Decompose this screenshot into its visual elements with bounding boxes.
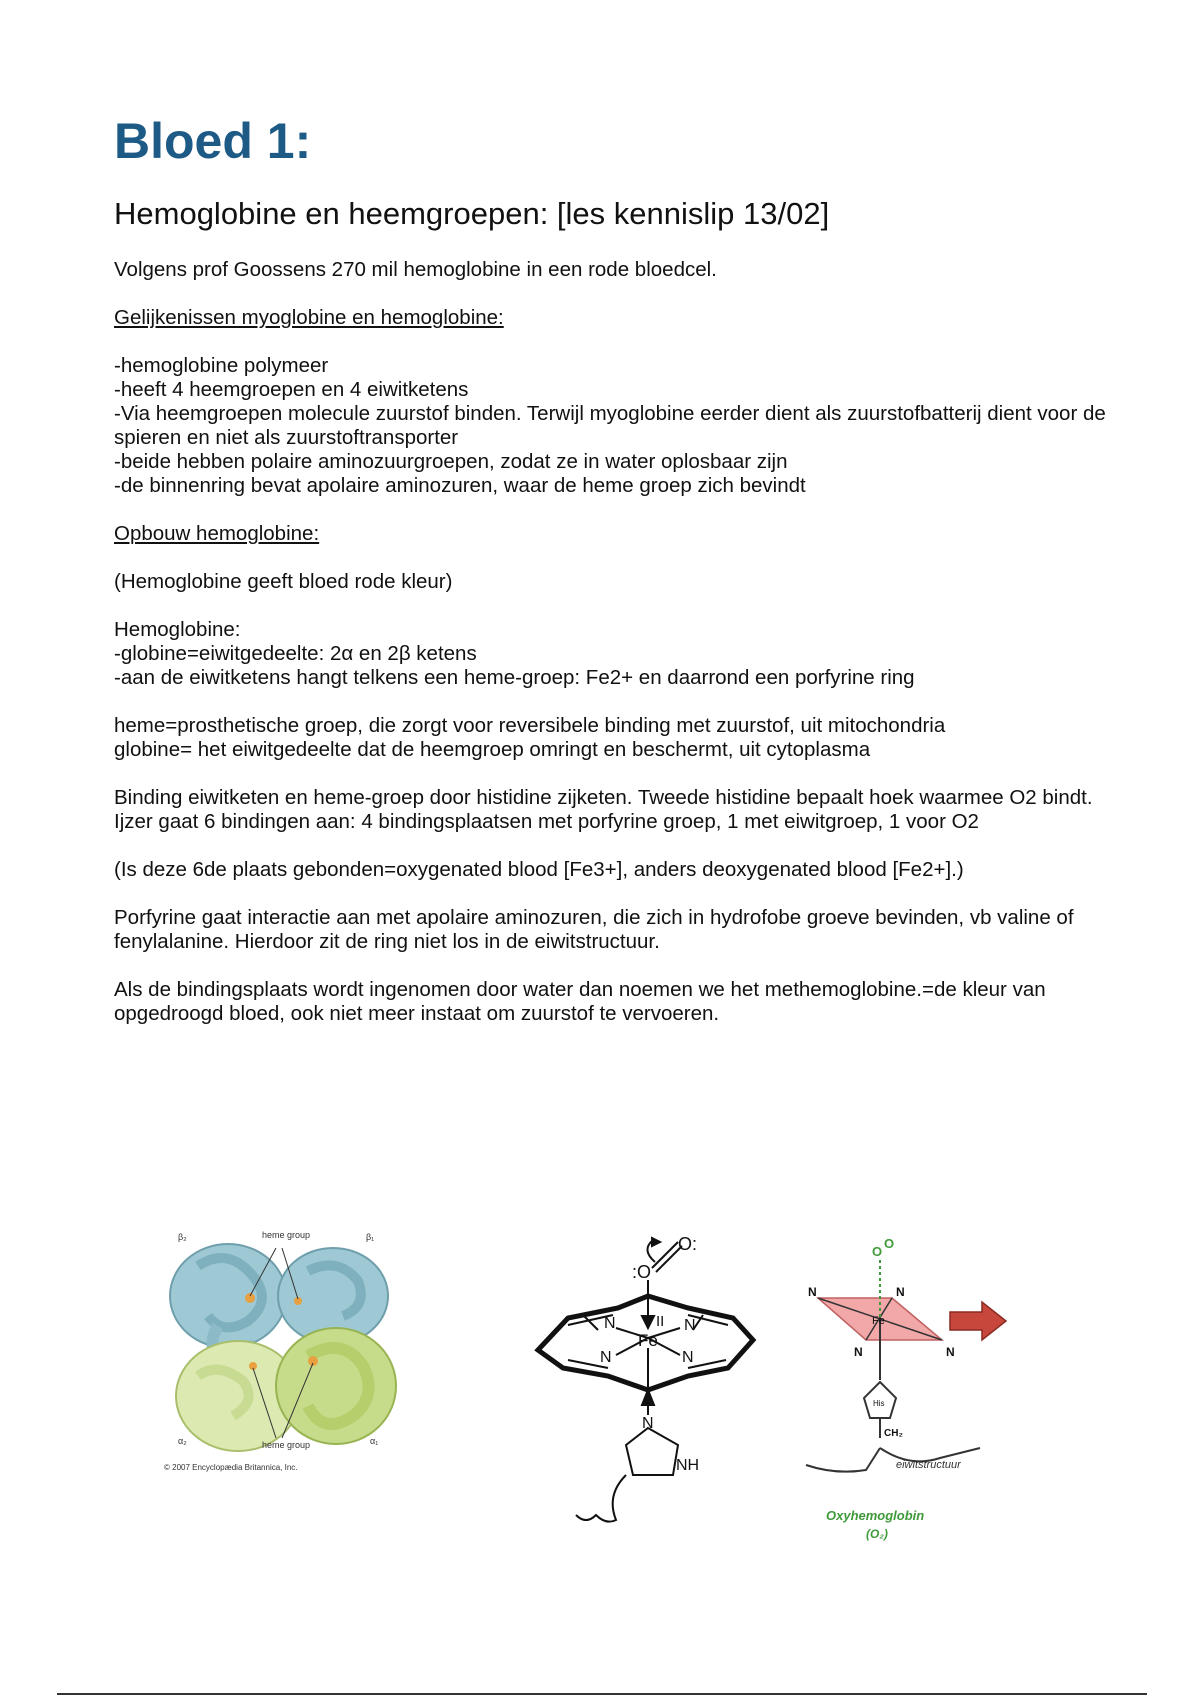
page-title: Bloed 1:	[114, 113, 312, 169]
definition-globine: globine= het eiwitgedeelte dat de heemgroep omringt en beschermt, uit cytoplasma	[114, 738, 871, 761]
figure-caption: Oxyhemoglobin	[826, 1508, 925, 1523]
page-subtitle: Hemoglobine en heemgroepen: [les kennislip 13/02]	[114, 196, 830, 231]
binding-paragraph	[114, 786, 1114, 834]
document-body	[114, 258, 1114, 1050]
list-item: -hemoglobine polymeer	[114, 354, 329, 377]
binding-line: Ijzer gaat 6 bindingen aan: 4 bindingsplaatsen met porfyrine groep, 1 met eiwitgroep, 1 voor O2	[114, 810, 979, 833]
histidine-ring-image	[576, 1428, 678, 1522]
label-his: His	[873, 1399, 885, 1408]
figure-credit: © 2007 Encyclopædia Britannica, Inc.	[164, 1463, 298, 1472]
color-note: (Hemoglobine geeft bloed rode kleur)	[114, 570, 453, 593]
label-alpha2: α₂	[178, 1436, 187, 1446]
list-item: -Via heemgroepen molecule zuurstof binden. Terwijl myoglobine eerder dient als zuurstofbatterij dient voor de spieren en niet als zuurstoftransporter	[114, 402, 1106, 449]
label-heme-bottom: heme group	[262, 1440, 311, 1450]
label-oxidation-state: II	[656, 1313, 665, 1330]
hemoglobin-list	[114, 618, 1114, 690]
label-n: N	[682, 1349, 694, 1366]
binding-line: Binding eiwitketen en heme-groep door histidine zijketen. Tweede histidine bepaalt hoek waarmee O2 bindt.	[114, 786, 1093, 809]
label-beta1: β₁	[366, 1232, 375, 1242]
list-item: -de binnenring bevat apolaire aminozuren, waar de heme groep zich bevindt	[114, 474, 806, 497]
label-n: N	[896, 1285, 905, 1299]
footer-divider	[57, 1693, 1147, 1695]
list-title: Hemoglobine:	[114, 618, 241, 641]
list-item: -heeft 4 heemgroepen en 4 eiwitketens	[114, 378, 469, 401]
label-fe: Fe	[872, 1315, 885, 1327]
label-fe: Fe	[638, 1331, 658, 1350]
label-alpha1: α₁	[370, 1436, 379, 1446]
hemoglobin-tetramer-figure	[158, 1226, 418, 1486]
label-n: N	[642, 1415, 654, 1432]
handwritten-note: eiwitstructuur	[896, 1459, 961, 1471]
label-ch2: CH₂	[884, 1428, 903, 1439]
list-item: -globine=eiwitgedeelte: 2α en 2β ketens	[114, 642, 477, 665]
label-o2-bottom: :O	[632, 1262, 652, 1282]
definition-heme: heme=prosthetische groep, die zorgt voor reversibele binding met zuurstof, uit mitochondria	[114, 714, 946, 737]
label-oxygen: O	[872, 1244, 883, 1259]
intro-paragraph: Volgens prof Goossens 270 mil hemoglobine in een rode bloedcel.	[114, 258, 717, 281]
label-n: N	[946, 1345, 955, 1359]
label-n: N	[684, 1317, 696, 1334]
list-item: -aan de eiwitketens hangt telkens een heme-groep: Fe2+ en daarrond een porfyrine ring	[114, 666, 915, 689]
sixth-site-note: (Is deze 6de plaats gebonden=oxygenated blood [Fe3+], anders deoxygenated blood [Fe2+].)	[114, 858, 964, 881]
section-heading-structure: Opbouw hemoglobine:	[114, 522, 320, 545]
definitions	[114, 714, 1114, 762]
heme-structure-figure	[528, 1200, 768, 1540]
oxyhemoglobin-figure	[800, 1220, 1030, 1560]
methemoglobine-paragraph: Als de bindingsplaats wordt ingenomen door water dan noemen we het methemoglobine.=de kleur van opgedroogd bloed, ook niet meer instaat om zuurstof te vervoeren.	[114, 978, 1046, 1025]
label-beta2: β₂	[178, 1232, 187, 1242]
similarities-list	[114, 354, 1114, 498]
label-oxygen: O	[884, 1236, 895, 1251]
label-o2-top: O:	[678, 1234, 698, 1254]
section-heading-similarities: Gelijkenissen myoglobine en hemoglobine:	[114, 306, 504, 329]
figures-row	[0, 1220, 1200, 1560]
label-n: N	[854, 1345, 863, 1359]
figure-caption-sub: (O₂)	[866, 1527, 888, 1541]
alpha-chains-image	[176, 1328, 396, 1451]
arrow-right-icon	[950, 1302, 1006, 1340]
list-item: -beide hebben polaire aminozuurgroepen, zodat ze in water oplosbaar zijn	[114, 450, 788, 473]
label-n: N	[604, 1315, 616, 1332]
label-n: N	[808, 1285, 817, 1299]
porfyrine-paragraph: Porfyrine gaat interactie aan met apolaire aminozuren, die zich in hydrofobe groeve bevinden, vb valine of fenylalanine. Hierdoor zit de ring niet los in de eiwitstructuur.	[114, 906, 1074, 953]
label-heme-top: heme group	[262, 1230, 311, 1240]
label-nh: NH	[676, 1457, 700, 1474]
label-n: N	[600, 1349, 612, 1366]
